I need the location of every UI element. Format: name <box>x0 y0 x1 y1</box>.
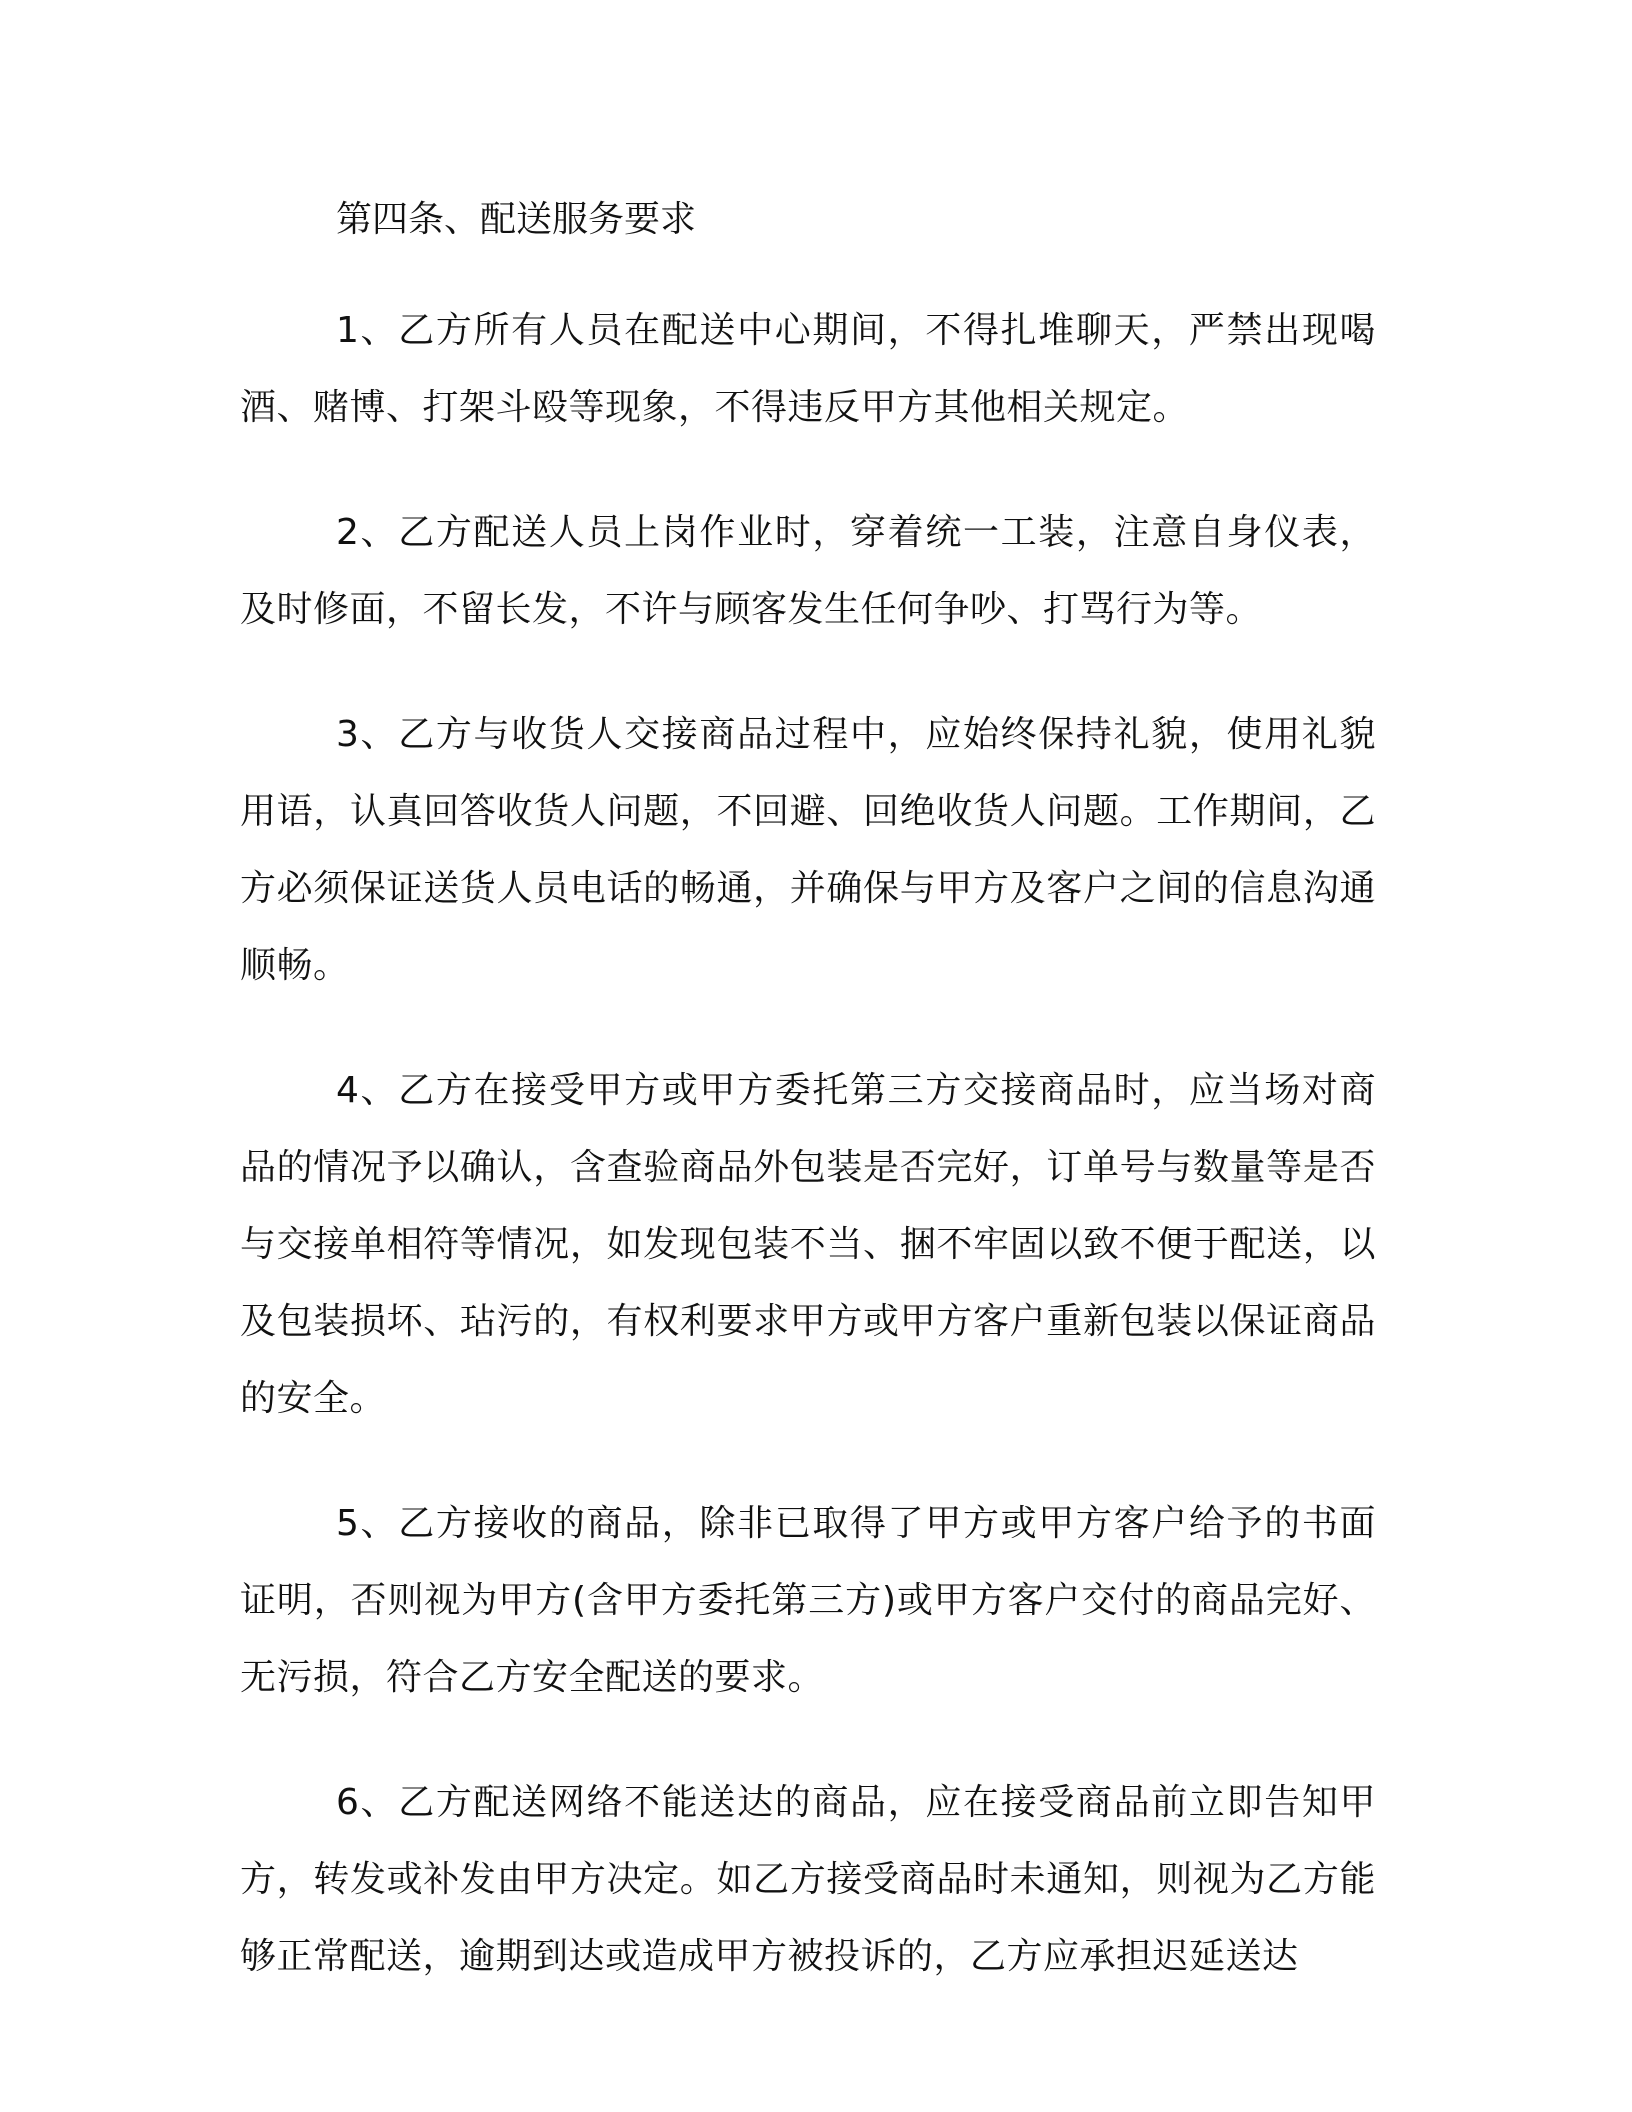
clause-6: 6、乙方配送网络不能送达的商品，应在接受商品前立即告知甲方，转发或补发由甲方决定。如乙方接受商品时未通知，则视为乙方能够正常配送，逾期到达或造成甲方被投诉的，乙方应承担迟延送达 <box>240 1782 1376 1977</box>
section-heading: 第四条、配送服务要求 <box>336 199 697 240</box>
clause-2: 2、乙方配送人员上岗作业时，穿着统一工装，注意自身仪表，及时修面，不留长发，不许与顾客发生任何争吵、打骂行为等。 <box>240 512 1376 630</box>
clause-4: 4、乙方在接受甲方或甲方委托第三方交接商品时，应当场对商品的情况予以确认，含查验商品外包装是否完好，订单号与数量等是否与交接单相符等情况，如发现包装不当、捆不牢固以致不便于配送，以及包装损坏、玷污的，有权利要求甲方或甲方客户重新包装以保证商品的安全。 <box>240 1070 1376 1419</box>
document-body <box>240 190 1376 2043</box>
clause-5: 5、乙方接收的商品，除非已取得了甲方或甲方客户给予的书面证明，否则视为甲方(含甲方委托第三方)或甲方客户交付的商品完好、无污损，符合乙方安全配送的要求。 <box>240 1503 1376 1698</box>
clause-3: 3、乙方与收货人交接商品过程中，应始终保持礼貌，使用礼貌用语，认真回答收货人问题，不回避、回绝收货人问题。工作期间，乙方必须保证送货人员电话的畅通，并确保与甲方及客户之间的信息沟通顺畅。 <box>240 714 1376 986</box>
clause-1: 1、乙方所有人员在配送中心期间，不得扎堆聊天，严禁出现喝酒、赌博、打架斗殴等现象，不得违反甲方其他相关规定。 <box>240 310 1376 428</box>
